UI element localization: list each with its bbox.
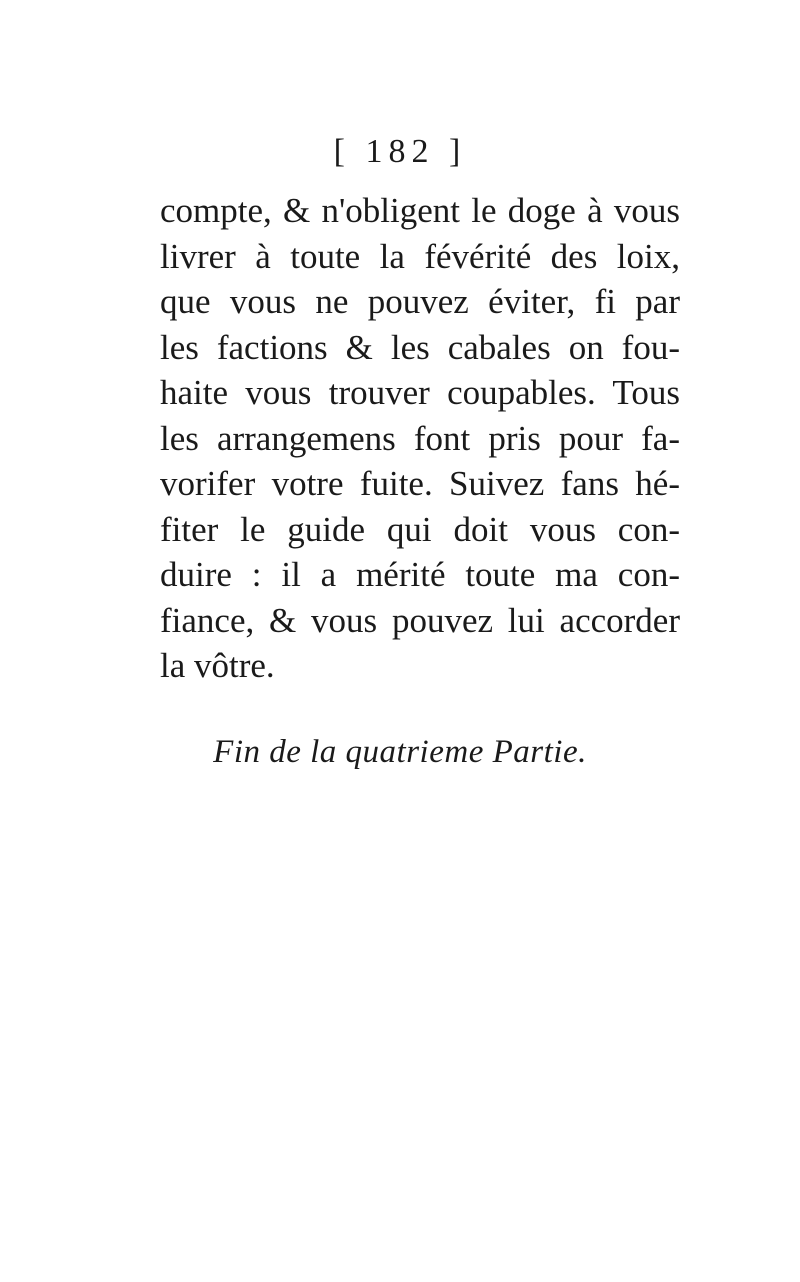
- text-line: fiter le guide qui doit vous con-: [160, 509, 680, 549]
- text-line: que vous ne pouvez éviter, fi par: [160, 282, 680, 321]
- page-number: [ 182 ]: [333, 133, 467, 170]
- text-line: les factions & les cabales on fou-: [160, 327, 680, 367]
- text-line: les arrangemens font pris pour fa-: [160, 418, 680, 458]
- text-line: livrer à toute la févérité des loix,: [160, 236, 680, 276]
- part-closing-line: Fin de la quatrieme Partie.: [213, 734, 587, 770]
- text-line: haite vous trouver coupables. Tous: [160, 373, 680, 412]
- body-text: [160, 188, 680, 689]
- text-line: duire : il a mérité toute ma con-: [160, 555, 680, 594]
- text-line: vorifer votre fuite. Suivez fans hé-: [160, 464, 680, 503]
- text-line: fiance, & vous pouvez lui accorder: [160, 600, 680, 640]
- text-line: compte, & n'obligent le doge à vous: [160, 191, 680, 230]
- text-line: la vôtre.: [160, 646, 275, 685]
